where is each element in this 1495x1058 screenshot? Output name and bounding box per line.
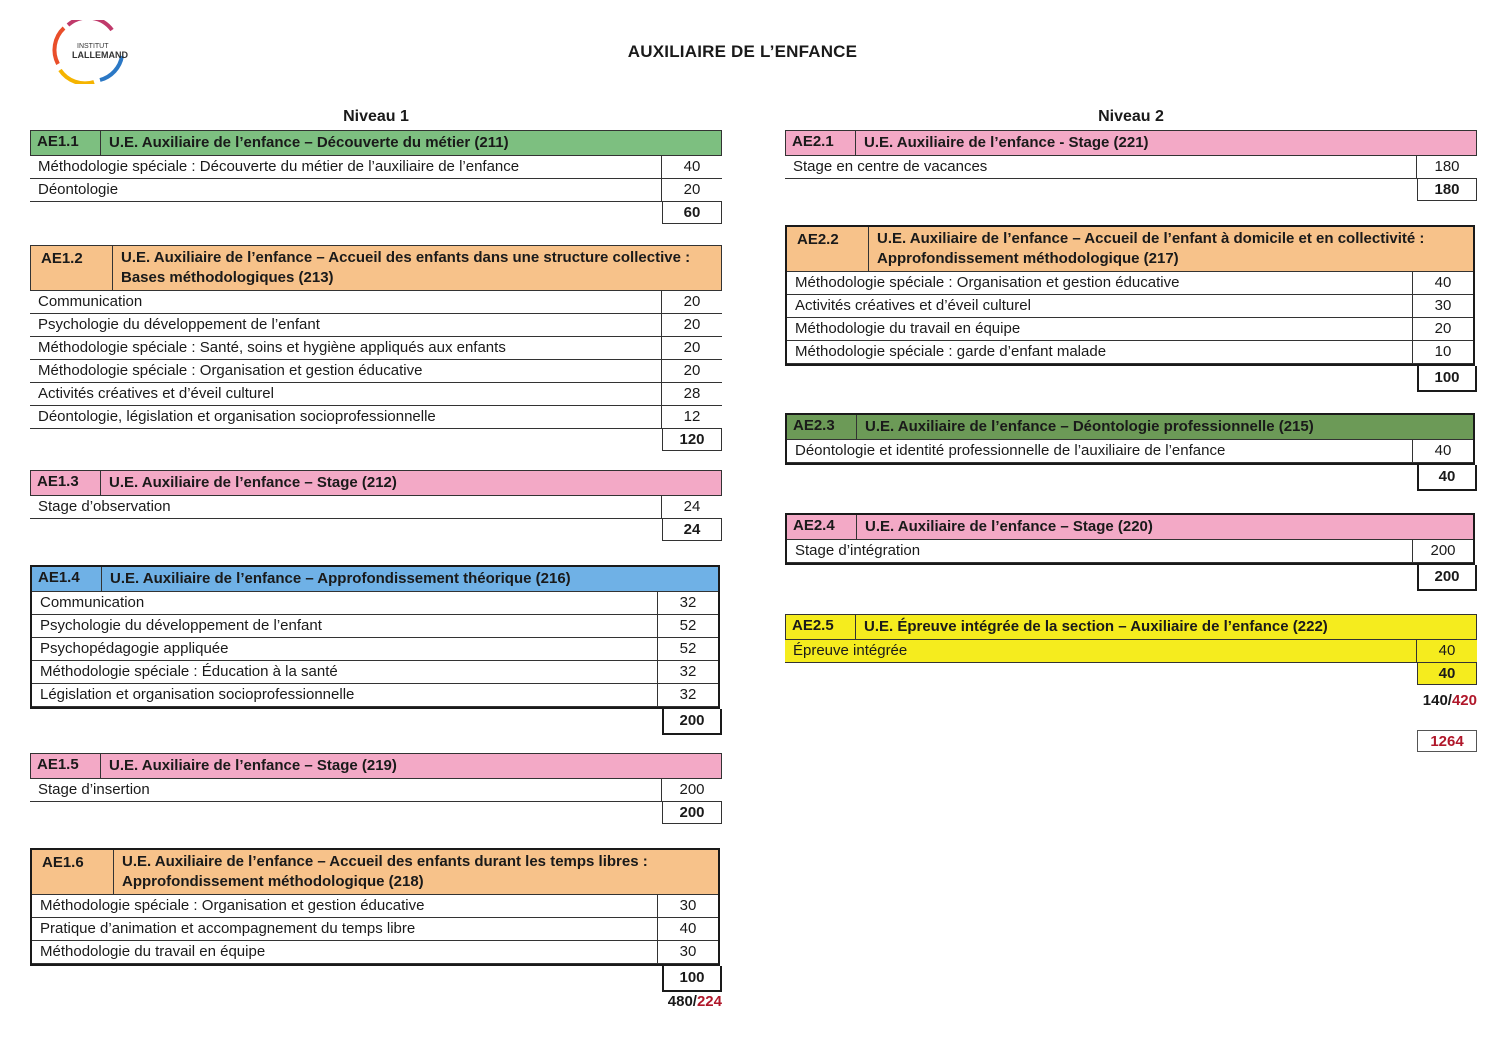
course-name: Stage d’intégration: [795, 542, 921, 559]
unit-header: [30, 753, 722, 779]
unit-wrapper: [30, 565, 722, 735]
level-hours-sum: [522, 993, 722, 1010]
unit-header: [787, 415, 1473, 440]
unit-body: [30, 130, 722, 202]
unit-header: [30, 470, 722, 496]
unit-ae1-5: [30, 753, 722, 802]
unit-ae2-5: [785, 614, 1477, 663]
unit-total: [30, 802, 722, 824]
unit-title: U.E. Auxiliaire de l’enfance – Accueil de l’enfant à domicile et en collectivité : Approfondissement méthodologique (217): [877, 230, 1425, 267]
course-name: Déontologie et identité professionnelle de l’auxiliaire de l’enfance: [795, 442, 1226, 459]
unit-code: AE1.2: [31, 246, 113, 290]
course-name: Méthodologie spéciale : Organisation et gestion éducative: [795, 274, 1180, 291]
level-1-title: Niveau 1: [343, 108, 409, 125]
course-name: Déontologie: [38, 181, 119, 198]
course-hours: 30: [657, 895, 718, 917]
course-hours: 40: [1412, 272, 1473, 294]
course-hours: 20: [661, 291, 722, 313]
unit-body: [30, 753, 722, 802]
course-hours: 200: [1412, 540, 1473, 562]
unit-total-hours: 100: [1417, 366, 1477, 392]
course-row: [30, 383, 722, 406]
unit-body: [787, 227, 1473, 364]
course-name: Méthodologie spéciale : garde d’enfant malade: [795, 343, 1107, 360]
unit-total-hours: 100: [662, 966, 722, 992]
unit-title: U.E. Épreuve intégrée de la section – Auxiliaire de l’enfance (222): [864, 618, 1328, 635]
unit-total-hours: 24: [662, 519, 722, 541]
document-title: AUXILIAIRE DE L’ENFANCE: [627, 42, 858, 61]
course-hours: 30: [657, 941, 718, 963]
course-row: [30, 779, 722, 802]
unit-body: [30, 245, 722, 429]
unit-title: U.E. Auxiliaire de l’enfance – Approfondissement théorique (216): [110, 570, 571, 587]
course-row: [32, 918, 718, 941]
course-hours: 30: [1412, 295, 1473, 317]
unit-total-hours: 120: [662, 429, 722, 451]
unit-header: [32, 567, 718, 592]
unit-title: U.E. Auxiliaire de l’enfance – Déontologie professionnelle (215): [865, 418, 1314, 435]
course-name: Psychopédagogie appliquée: [40, 640, 229, 657]
course-row: [32, 941, 718, 964]
course-row: [32, 615, 718, 638]
course-hours: 52: [657, 638, 718, 660]
unit-title: U.E. Auxiliaire de l’enfance – Accueil des enfants durant les temps libres : Approfondissement méthodologique (218): [122, 853, 648, 890]
course-hours: 12: [661, 406, 722, 428]
unit-total: [785, 663, 1477, 685]
unit-title: U.E. Auxiliaire de l’enfance – Découverte du métier (211): [109, 134, 509, 151]
course-name: Psychologie du développement de l’enfant: [38, 316, 320, 333]
unit-code: AE1.5: [31, 754, 101, 778]
course-hours: 40: [1412, 440, 1473, 462]
unit-body: [30, 470, 722, 519]
course-row: [787, 295, 1473, 318]
course-hours: 20: [661, 360, 722, 382]
course-hours: 40: [657, 918, 718, 940]
unit-total-hours: 60: [662, 202, 722, 224]
unit-code: AE1.4: [32, 567, 102, 591]
course-name: Communication: [38, 293, 143, 310]
unit-wrapper: [785, 413, 1477, 491]
unit-total-hours: 40: [1417, 663, 1477, 685]
unit-total-hours: 40: [1417, 465, 1477, 491]
unit-wrapper: [785, 513, 1477, 591]
level-sum-partial: 224: [696, 993, 722, 1010]
unit-ae1-2: [30, 245, 722, 429]
unit-header: [785, 614, 1477, 640]
unit-total: [30, 519, 722, 541]
unit-title: U.E. Auxiliaire de l’enfance – Stage (212): [109, 474, 397, 491]
course-hours: 20: [1412, 318, 1473, 340]
level-sum-total: 480/: [667, 993, 697, 1010]
unit-ae1-6: [30, 848, 720, 966]
unit-body: [785, 614, 1477, 663]
unit-code: AE2.3: [787, 415, 857, 439]
course-row: [30, 179, 722, 202]
unit-total: [30, 202, 722, 224]
unit-code: AE2.1: [786, 131, 856, 155]
unit-body: [32, 850, 718, 964]
grand-total-hours: 1264: [1417, 730, 1477, 752]
unit-title: U.E. Auxiliaire de l’enfance – Stage (219): [109, 757, 397, 774]
unit-total: [30, 966, 722, 992]
unit-code: AE2.2: [787, 227, 869, 271]
course-name: Méthodologie spéciale : Organisation et gestion éducative: [38, 362, 423, 379]
course-name: Stage d’insertion: [38, 781, 150, 798]
level-2-title: Niveau 2: [1098, 108, 1164, 125]
course-row: [30, 314, 722, 337]
unit-header: [32, 850, 718, 895]
course-row: [32, 684, 718, 707]
course-row: [30, 337, 722, 360]
unit-total: [785, 366, 1477, 392]
course-row: [32, 592, 718, 615]
course-hours: 32: [657, 684, 718, 706]
unit-header: [787, 515, 1473, 540]
course-hours: 20: [661, 337, 722, 359]
course-hours: 20: [661, 314, 722, 336]
course-row: [785, 156, 1477, 179]
level-sum-partial: 420: [1451, 692, 1477, 709]
unit-ae1-3: [30, 470, 722, 519]
course-hours: 40: [661, 156, 722, 178]
course-name: Déontologie, législation et organisation socioprofessionnelle: [38, 408, 436, 425]
unit-total-hours: 180: [1417, 179, 1477, 201]
unit-title: U.E. Auxiliaire de l’enfance – Accueil des enfants dans une structure collective : Bases méthodologiques (213): [121, 249, 691, 286]
course-name: Méthodologie du travail en équipe: [795, 320, 1021, 337]
unit-total: [785, 179, 1477, 201]
course-hours: 32: [657, 592, 718, 614]
unit-body: [32, 567, 718, 707]
course-name: Méthodologie spéciale : Éducation à la santé: [40, 663, 338, 680]
course-hours: 28: [661, 383, 722, 405]
unit-title: U.E. Auxiliaire de l’enfance – Stage (220): [865, 518, 1153, 535]
level-sum-total: 140/: [1422, 692, 1452, 709]
course-row: [32, 661, 718, 684]
course-name: Méthodologie spéciale : Découverte du métier de l’auxiliaire de l’enfance: [38, 158, 520, 175]
unit-body: [787, 515, 1473, 563]
unit-ae1-4: [30, 565, 720, 709]
course-name: Méthodologie spéciale : Santé, soins et hygiène appliqués aux enfants: [38, 339, 506, 356]
unit-header: [30, 130, 722, 156]
unit-header: [785, 130, 1477, 156]
unit-header: [30, 245, 722, 291]
unit-total: [30, 429, 722, 451]
unit-total: [785, 565, 1477, 591]
grand-total: [1277, 730, 1477, 752]
svg-text:INSTITUT: INSTITUT: [77, 43, 109, 50]
course-row: [30, 291, 722, 314]
course-name: Épreuve intégrée: [793, 642, 908, 659]
level-hours-sum: [1277, 692, 1477, 709]
course-row: [787, 318, 1473, 341]
unit-body: [785, 130, 1477, 179]
unit-body: [787, 415, 1473, 463]
unit-wrapper: [30, 848, 722, 992]
unit-ae2-2: [785, 225, 1475, 366]
course-name: Activités créatives et d’éveil culturel: [795, 297, 1031, 314]
unit-wrapper: [785, 130, 1477, 201]
unit-ae1-1: [30, 130, 722, 202]
course-hours: 10: [1412, 341, 1473, 363]
unit-code: AE2.5: [786, 615, 856, 639]
svg-text:LALLEMAND: LALLEMAND: [72, 50, 128, 60]
unit-code: AE1.3: [31, 471, 101, 495]
course-hours: 32: [657, 661, 718, 683]
course-hours: 20: [661, 179, 722, 201]
unit-total-hours: 200: [1417, 565, 1477, 591]
unit-code: AE1.6: [32, 850, 114, 894]
course-hours: 24: [661, 496, 722, 518]
course-row: [32, 638, 718, 661]
course-row: [30, 360, 722, 383]
course-row: [30, 156, 722, 179]
unit-title: U.E. Auxiliaire de l’enfance - Stage (221): [864, 134, 1149, 151]
unit-total-hours: 200: [662, 802, 722, 824]
course-row: [787, 272, 1473, 295]
course-name: Stage d’observation: [38, 498, 171, 515]
unit-total: [785, 465, 1477, 491]
unit-code: AE2.4: [787, 515, 857, 539]
course-row: [787, 440, 1473, 463]
unit-wrapper: [30, 470, 722, 541]
unit-ae2-4: [785, 513, 1475, 565]
unit-wrapper: [30, 753, 722, 824]
unit-wrapper: [30, 130, 722, 224]
course-name: Méthodologie du travail en équipe: [40, 943, 266, 960]
course-row: [30, 496, 722, 519]
unit-ae2-3: [785, 413, 1475, 465]
course-name: Psychologie du développement de l’enfant: [40, 617, 322, 634]
unit-wrapper: [30, 245, 722, 451]
unit-code: AE1.1: [31, 131, 101, 155]
unit-ae2-1: [785, 130, 1477, 179]
course-name: Stage en centre de vacances: [793, 158, 988, 175]
course-hours: 40: [1416, 640, 1477, 662]
course-name: Communication: [40, 594, 145, 611]
course-row: [787, 341, 1473, 364]
course-name: Activités créatives et d’éveil culturel: [38, 385, 274, 402]
unit-total-hours: 200: [662, 709, 722, 735]
course-hours: 180: [1416, 156, 1477, 178]
unit-total: [30, 709, 722, 735]
unit-wrapper: [785, 614, 1477, 685]
course-name: Législation et organisation socioprofessionnelle: [40, 686, 355, 703]
course-name: Pratique d’animation et accompagnement du temps libre: [40, 920, 416, 937]
course-row: [30, 406, 722, 429]
course-row: [32, 895, 718, 918]
unit-wrapper: [785, 225, 1477, 392]
course-hours: 52: [657, 615, 718, 637]
course-name: Méthodologie spéciale : Organisation et gestion éducative: [40, 897, 425, 914]
unit-header: [787, 227, 1473, 272]
course-row: [787, 540, 1473, 563]
course-row: [785, 640, 1477, 663]
course-hours: 200: [661, 779, 722, 801]
